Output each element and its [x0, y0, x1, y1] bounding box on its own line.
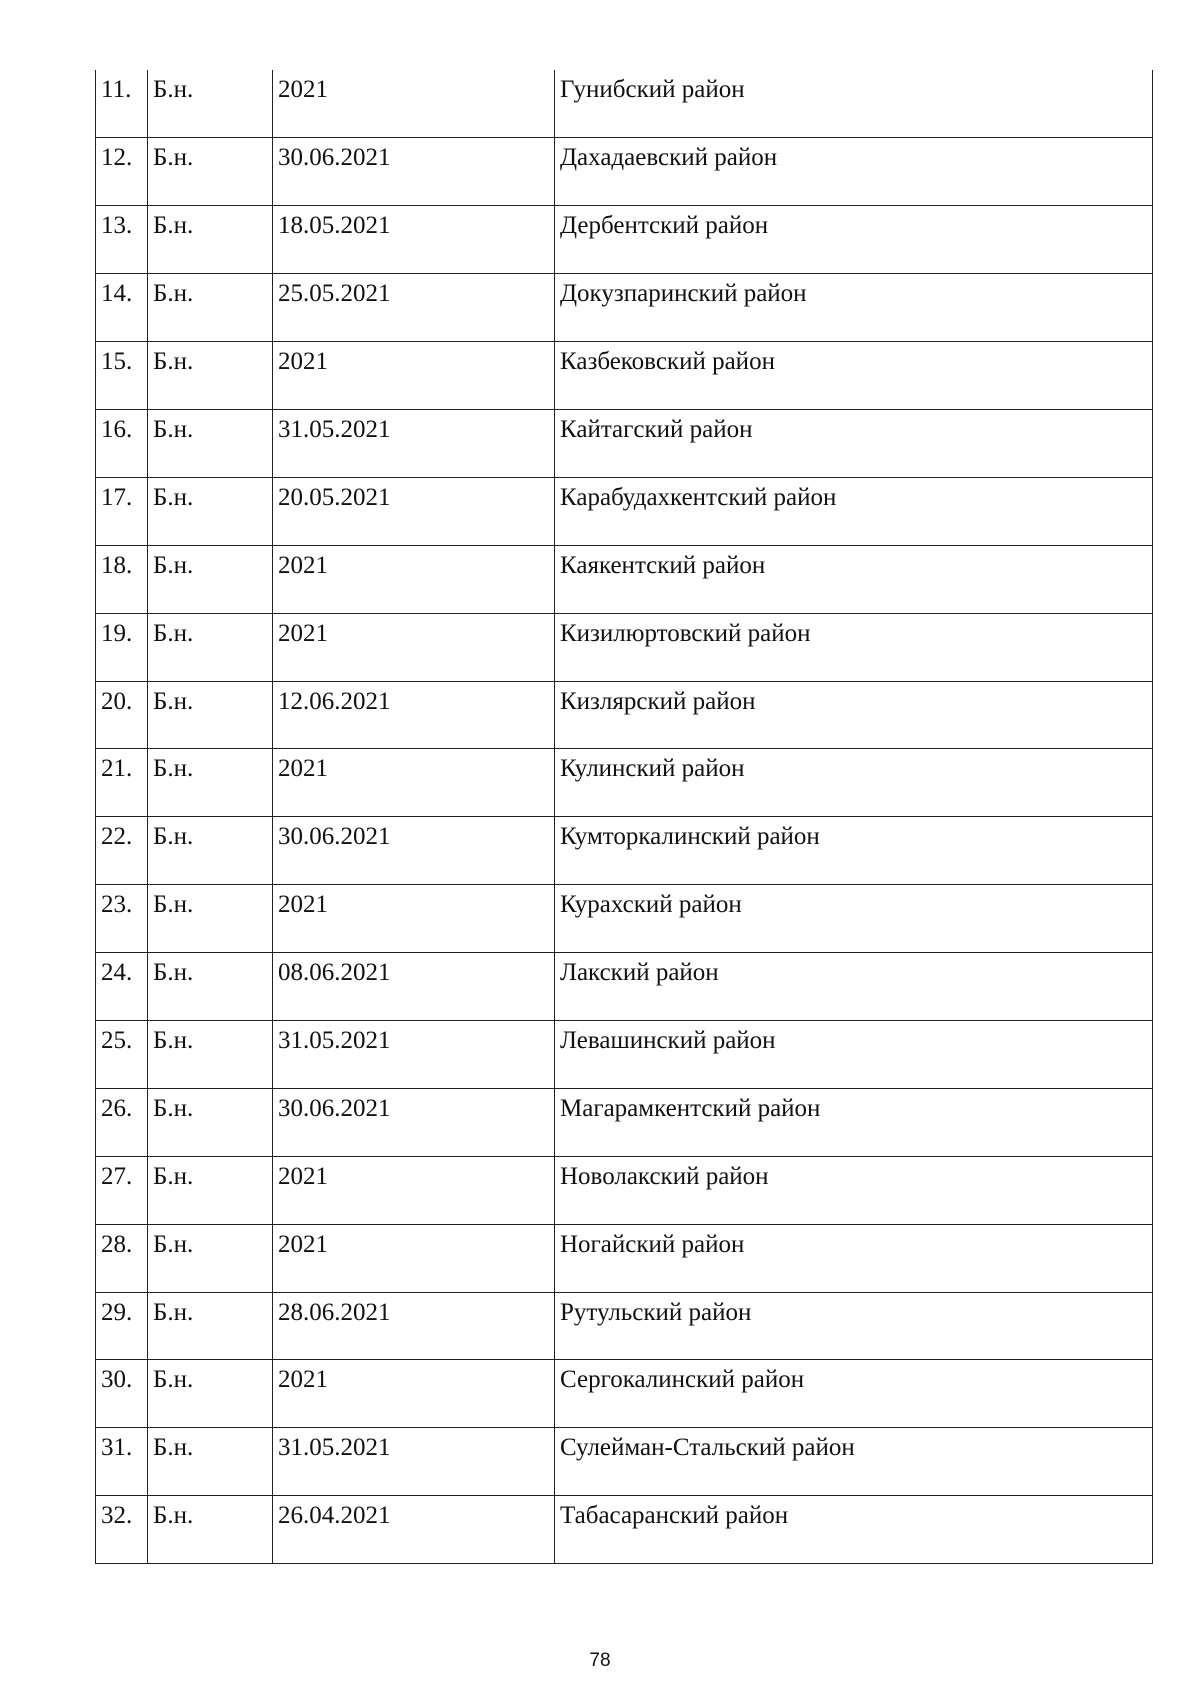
document-number-cell: Б.н.: [148, 1088, 273, 1156]
document-number-cell: Б.н.: [148, 545, 273, 613]
document-number-cell: Б.н.: [148, 1496, 273, 1564]
row-number-cell: 30.: [96, 1360, 148, 1428]
date-cell: 2021: [273, 1360, 555, 1428]
table-row: [96, 953, 1153, 1021]
document-number-cell: Б.н.: [148, 206, 273, 274]
district-name-cell: Карабудахкентский район: [555, 477, 1153, 545]
district-name-cell: Лакский район: [555, 953, 1153, 1021]
row-number-cell: 27.: [96, 1156, 148, 1224]
table-row: [96, 1428, 1153, 1496]
table-body: [96, 70, 1153, 1564]
document-table: [95, 70, 1153, 1564]
document-number-cell: Б.н.: [148, 409, 273, 477]
district-name-cell: Курахский район: [555, 885, 1153, 953]
district-name-cell: Докузпаринский район: [555, 274, 1153, 342]
row-number-cell: 32.: [96, 1496, 148, 1564]
date-cell: 2021: [273, 749, 555, 817]
document-number-cell: Б.н.: [148, 274, 273, 342]
table-row: [96, 1156, 1153, 1224]
document-number-cell: Б.н.: [148, 342, 273, 410]
date-cell: 31.05.2021: [273, 409, 555, 477]
document-number-cell: Б.н.: [148, 1292, 273, 1360]
date-cell: 2021: [273, 70, 555, 138]
row-number-cell: 21.: [96, 749, 148, 817]
district-name-cell: Кизлярский район: [555, 681, 1153, 749]
document-number-cell: Б.н.: [148, 1020, 273, 1088]
table-row: [96, 1224, 1153, 1292]
table-row: [96, 545, 1153, 613]
date-cell: 2021: [273, 613, 555, 681]
row-number-cell: 18.: [96, 545, 148, 613]
row-number-cell: 29.: [96, 1292, 148, 1360]
table-row: [96, 1360, 1153, 1428]
document-number-cell: Б.н.: [148, 885, 273, 953]
date-cell: 28.06.2021: [273, 1292, 555, 1360]
date-cell: 08.06.2021: [273, 953, 555, 1021]
row-number-cell: 13.: [96, 206, 148, 274]
date-cell: 30.06.2021: [273, 138, 555, 206]
date-cell: 2021: [273, 545, 555, 613]
district-name-cell: Кулинский район: [555, 749, 1153, 817]
table-row: [96, 817, 1153, 885]
row-number-cell: 24.: [96, 953, 148, 1021]
date-cell: 20.05.2021: [273, 477, 555, 545]
date-cell: 30.06.2021: [273, 817, 555, 885]
row-number-cell: 12.: [96, 138, 148, 206]
document-number-cell: Б.н.: [148, 1224, 273, 1292]
row-number-cell: 22.: [96, 817, 148, 885]
date-cell: 31.05.2021: [273, 1020, 555, 1088]
row-number-cell: 23.: [96, 885, 148, 953]
document-number-cell: Б.н.: [148, 138, 273, 206]
document-number-cell: Б.н.: [148, 477, 273, 545]
district-name-cell: Казбековский район: [555, 342, 1153, 410]
table-row: [96, 681, 1153, 749]
page-number: 78: [589, 1650, 611, 1671]
table-row: [96, 70, 1153, 138]
date-cell: 2021: [273, 1156, 555, 1224]
district-name-cell: Рутульский район: [555, 1292, 1153, 1360]
table-row: [96, 613, 1153, 681]
date-cell: 18.05.2021: [273, 206, 555, 274]
date-cell: 2021: [273, 885, 555, 953]
date-cell: 2021: [273, 342, 555, 410]
date-cell: 25.05.2021: [273, 274, 555, 342]
district-name-cell: Кумторкалинский район: [555, 817, 1153, 885]
row-number-cell: 28.: [96, 1224, 148, 1292]
table-row: [96, 206, 1153, 274]
document-number-cell: Б.н.: [148, 1156, 273, 1224]
date-cell: 31.05.2021: [273, 1428, 555, 1496]
district-name-cell: Гунибский район: [555, 70, 1153, 138]
document-number-cell: Б.н.: [148, 1428, 273, 1496]
row-number-cell: 31.: [96, 1428, 148, 1496]
district-name-cell: Кайтагский район: [555, 409, 1153, 477]
row-number-cell: 26.: [96, 1088, 148, 1156]
table-row: [96, 885, 1153, 953]
table-row: [96, 1088, 1153, 1156]
document-number-cell: Б.н.: [148, 817, 273, 885]
row-number-cell: 20.: [96, 681, 148, 749]
district-name-cell: Левашинский район: [555, 1020, 1153, 1088]
row-number-cell: 17.: [96, 477, 148, 545]
table-row: [96, 274, 1153, 342]
document-number-cell: Б.н.: [148, 1360, 273, 1428]
date-cell: 2021: [273, 1224, 555, 1292]
document-number-cell: Б.н.: [148, 681, 273, 749]
district-name-cell: Кизилюртовский район: [555, 613, 1153, 681]
table-row: [96, 1496, 1153, 1564]
document-number-cell: Б.н.: [148, 953, 273, 1021]
district-name-cell: Дербентский район: [555, 206, 1153, 274]
date-cell: 30.06.2021: [273, 1088, 555, 1156]
table-row: [96, 409, 1153, 477]
date-cell: 12.06.2021: [273, 681, 555, 749]
table-row: [96, 477, 1153, 545]
table-row: [96, 138, 1153, 206]
district-name-cell: Дахадаевский район: [555, 138, 1153, 206]
row-number-cell: 15.: [96, 342, 148, 410]
row-number-cell: 14.: [96, 274, 148, 342]
row-number-cell: 16.: [96, 409, 148, 477]
row-number-cell: 11.: [96, 70, 148, 138]
date-cell: 26.04.2021: [273, 1496, 555, 1564]
district-name-cell: Сергокалинский район: [555, 1360, 1153, 1428]
district-name-cell: Ногайский район: [555, 1224, 1153, 1292]
district-name-cell: Магарамкентский район: [555, 1088, 1153, 1156]
district-name-cell: Новолакский район: [555, 1156, 1153, 1224]
district-name-cell: Каякентский район: [555, 545, 1153, 613]
table-row: [96, 1292, 1153, 1360]
table-row: [96, 749, 1153, 817]
document-number-cell: Б.н.: [148, 70, 273, 138]
district-name-cell: Табасаранский район: [555, 1496, 1153, 1564]
document-number-cell: Б.н.: [148, 749, 273, 817]
document-number-cell: Б.н.: [148, 613, 273, 681]
table-row: [96, 342, 1153, 410]
district-name-cell: Сулейман-Стальский район: [555, 1428, 1153, 1496]
row-number-cell: 25.: [96, 1020, 148, 1088]
row-number-cell: 19.: [96, 613, 148, 681]
table-row: [96, 1020, 1153, 1088]
